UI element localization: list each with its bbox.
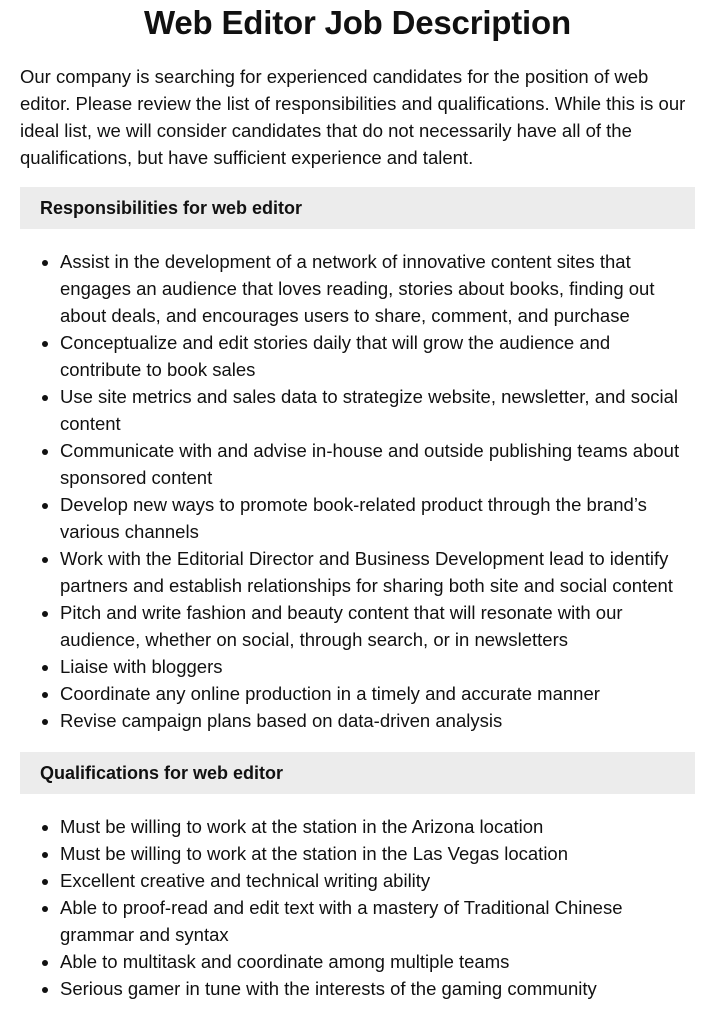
list-item: • Assist in the development of a network of innovative content sites that engages an audience that loves reading, stories about books, finding out about deals, and encourages users to share, comment, and purchase bbox=[60, 248, 695, 329]
list-item: • Revise campaign plans based on data-driven analysis bbox=[60, 707, 695, 734]
list-item: • Conceptualize and edit stories daily that will grow the audience and contribute to book sales bbox=[60, 329, 695, 383]
intro-paragraph: Our company is searching for experienced candidates for the position of web editor. Please review the list of responsibilities and qualifications. While this is our ideal list, we will consider candidates that do not necessarily have all of the qualifications, but have sufficient experience and talent. bbox=[20, 66, 686, 168]
list-item: • Develop new ways to promote book-related product through the brand’s various channels bbox=[60, 491, 695, 545]
list-item: • Able to multitask and coordinate among multiple teams bbox=[60, 948, 695, 975]
list-item: • Serious gamer in tune with the interests of the gaming community bbox=[60, 975, 695, 1002]
qualifications-list bbox=[20, 813, 695, 1002]
list-item: • Excellent creative and technical writing ability bbox=[60, 867, 695, 894]
responsibilities-heading: Responsibilities for web editor bbox=[20, 187, 695, 229]
responsibilities-list bbox=[20, 248, 695, 734]
list-item: • Coordinate any online production in a timely and accurate manner bbox=[60, 680, 695, 707]
qualifications-heading: Qualifications for web editor bbox=[20, 752, 695, 794]
list-item: • Communicate with and advise in-house and outside publishing teams about sponsored content bbox=[60, 437, 695, 491]
list-item: • Able to proof-read and edit text with a mastery of Traditional Chinese grammar and syntax bbox=[60, 894, 695, 948]
list-item: • Liaise with bloggers bbox=[60, 653, 695, 680]
list-item: • Use site metrics and sales data to strategize website, newsletter, and social content bbox=[60, 383, 695, 437]
list-item: • Must be willing to work at the station in the Arizona location bbox=[60, 813, 695, 840]
page-title: Web Editor Job Description bbox=[144, 4, 571, 41]
list-item: • Must be willing to work at the station in the Las Vegas location bbox=[60, 840, 695, 867]
list-item: • Work with the Editorial Director and Business Development lead to identify partners and establish relationships for sharing both site and social content bbox=[60, 545, 695, 599]
list-item: • Pitch and write fashion and beauty content that will resonate with our audience, whether on social, through search, or in newsletters bbox=[60, 599, 695, 653]
